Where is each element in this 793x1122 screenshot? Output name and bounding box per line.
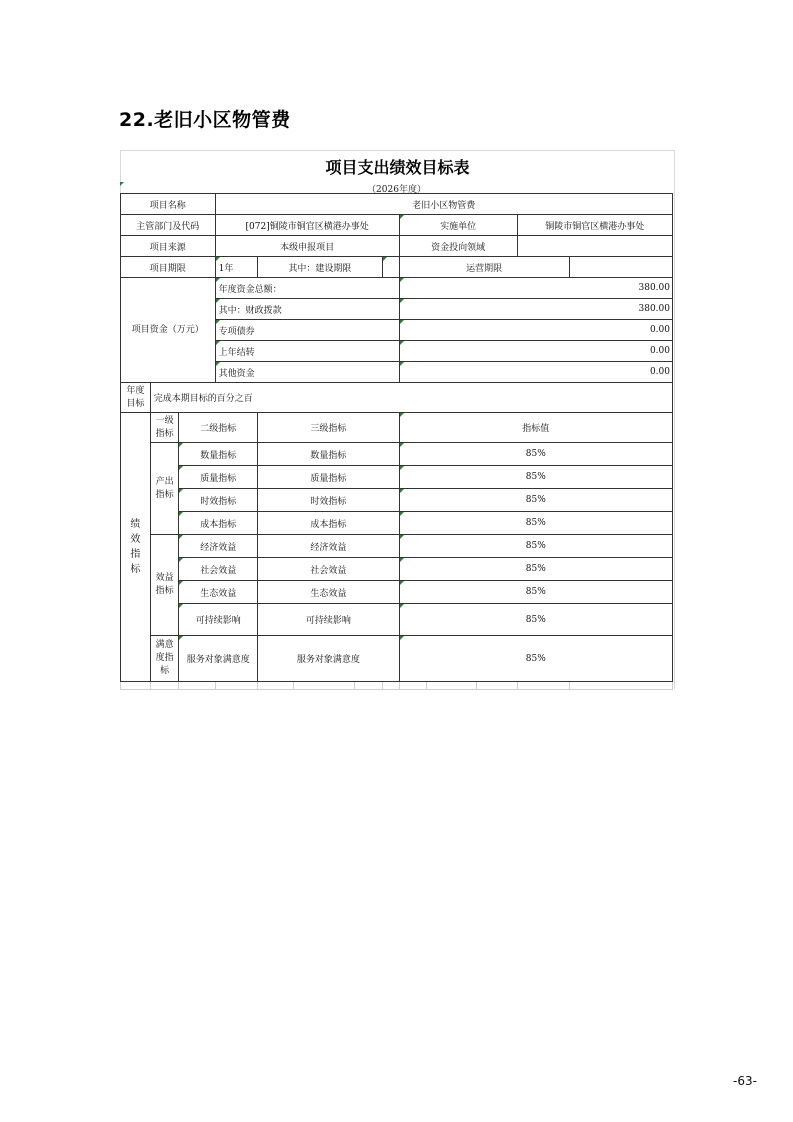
indicator-value: 85%: [399, 604, 672, 636]
source-value: 本级申报项目: [215, 236, 399, 257]
col-level3: 三级指标: [258, 413, 399, 443]
indicator-l3: 成本指标: [258, 512, 399, 535]
project-name-label: 项目名称: [121, 194, 216, 215]
indicator-value: 85%: [399, 581, 672, 604]
table-title: 项目支出绩效目标表: [325, 158, 470, 177]
fund-row: [121, 278, 673, 299]
indicator-l3: 服务对象满意度: [258, 636, 399, 682]
indicator-value: 85%: [399, 466, 672, 489]
fund-value: 0.00: [399, 362, 672, 383]
period-value: 1年: [215, 257, 258, 278]
col-level2: 二级指标: [179, 413, 258, 443]
invest-area-value: [517, 236, 672, 257]
indicator-row: [121, 535, 673, 558]
performance-target-table: [120, 193, 673, 690]
fund-value: 0.00: [399, 320, 672, 341]
section-heading: 22.老旧小区物管费: [119, 109, 291, 131]
indicator-header-row: [121, 413, 673, 443]
indicator-l2: 生态效益: [179, 581, 258, 604]
indicator-row: [121, 443, 673, 466]
indicator-l2: 时效指标: [179, 489, 258, 512]
indicator-value: 85%: [399, 636, 672, 682]
fund-label: 专项债券: [215, 320, 399, 341]
indicator-l3: 质量指标: [258, 466, 399, 489]
col-value: 指标值: [399, 413, 672, 443]
indicator-l3: 可持续影响: [258, 604, 399, 636]
funds-label: 项目资金（万元）: [121, 278, 216, 383]
op-period-value: [569, 257, 672, 278]
fund-value: 380.00: [399, 278, 672, 299]
build-period-value: [382, 257, 399, 278]
fund-label: 年度资金总额：: [215, 278, 399, 299]
build-period-label: 其中：建设期限: [258, 257, 382, 278]
perf-label: 绩效指标: [121, 413, 151, 682]
indicator-l3: 经济效益: [258, 535, 399, 558]
fund-label: 其他资金: [215, 362, 399, 383]
source-row: [121, 236, 673, 257]
dept-label: 主管部门及代码: [121, 215, 216, 236]
indicator-row: [121, 466, 673, 489]
annual-goal-label: 年度目标: [121, 383, 151, 413]
fund-value: 380.00: [399, 299, 672, 320]
indicator-l2: 成本指标: [179, 512, 258, 535]
indicator-l2: 数量指标: [179, 443, 258, 466]
indicator-value: 85%: [399, 558, 672, 581]
group-output: 产出指标: [150, 443, 179, 535]
indicator-l3: 数量指标: [258, 443, 399, 466]
indicator-l3: 时效指标: [258, 489, 399, 512]
indicator-row: [121, 604, 673, 636]
indicator-row: [121, 636, 673, 682]
table-footer-row: [121, 682, 673, 690]
indicator-l2: 质量指标: [179, 466, 258, 489]
project-name-value: 老旧小区物管费: [215, 194, 672, 215]
fund-label: 其中：财政拨款: [215, 299, 399, 320]
indicator-l3: 生态效益: [258, 581, 399, 604]
group-satisfaction: 满意度指标: [150, 636, 179, 682]
indicator-value: 85%: [399, 512, 672, 535]
indicator-l2: 可持续影响: [179, 604, 258, 636]
indicator-value: 85%: [399, 535, 672, 558]
dept-value: [072]铜陵市铜官区横港办事处: [215, 215, 399, 236]
indicator-row: [121, 489, 673, 512]
fund-value: 0.00: [399, 341, 672, 362]
group-benefit: 效益指标: [150, 535, 179, 636]
page-number: -63-: [733, 1074, 757, 1088]
impl-unit-value: 铜陵市铜官区横港办事处: [517, 215, 672, 236]
period-label: 项目期限: [121, 257, 216, 278]
fund-label: 上年结转: [215, 341, 399, 362]
indicator-l2: 社会效益: [179, 558, 258, 581]
annual-goal-row: [121, 383, 673, 413]
source-label: 项目来源: [121, 236, 216, 257]
impl-unit-label: 实施单位: [399, 215, 517, 236]
indicator-row: [121, 558, 673, 581]
col-level1: 一级指标: [150, 413, 179, 443]
table-year: （2026年度）: [367, 185, 426, 195]
project-name-row: [121, 194, 673, 215]
indicator-l2: 服务对象满意度: [179, 636, 258, 682]
indicator-l3: 社会效益: [258, 558, 399, 581]
indicator-l2: 经济效益: [179, 535, 258, 558]
dept-row: [121, 215, 673, 236]
indicator-row: [121, 581, 673, 604]
indicator-row: [121, 512, 673, 535]
op-period-label: 运营期限: [399, 257, 569, 278]
indicator-value: 85%: [399, 489, 672, 512]
period-row: [121, 257, 673, 278]
invest-area-label: 资金投向领域: [399, 236, 517, 257]
annual-goal-value: 完成本期目标的百分之百: [150, 383, 672, 413]
indicator-value: 85%: [399, 443, 672, 466]
